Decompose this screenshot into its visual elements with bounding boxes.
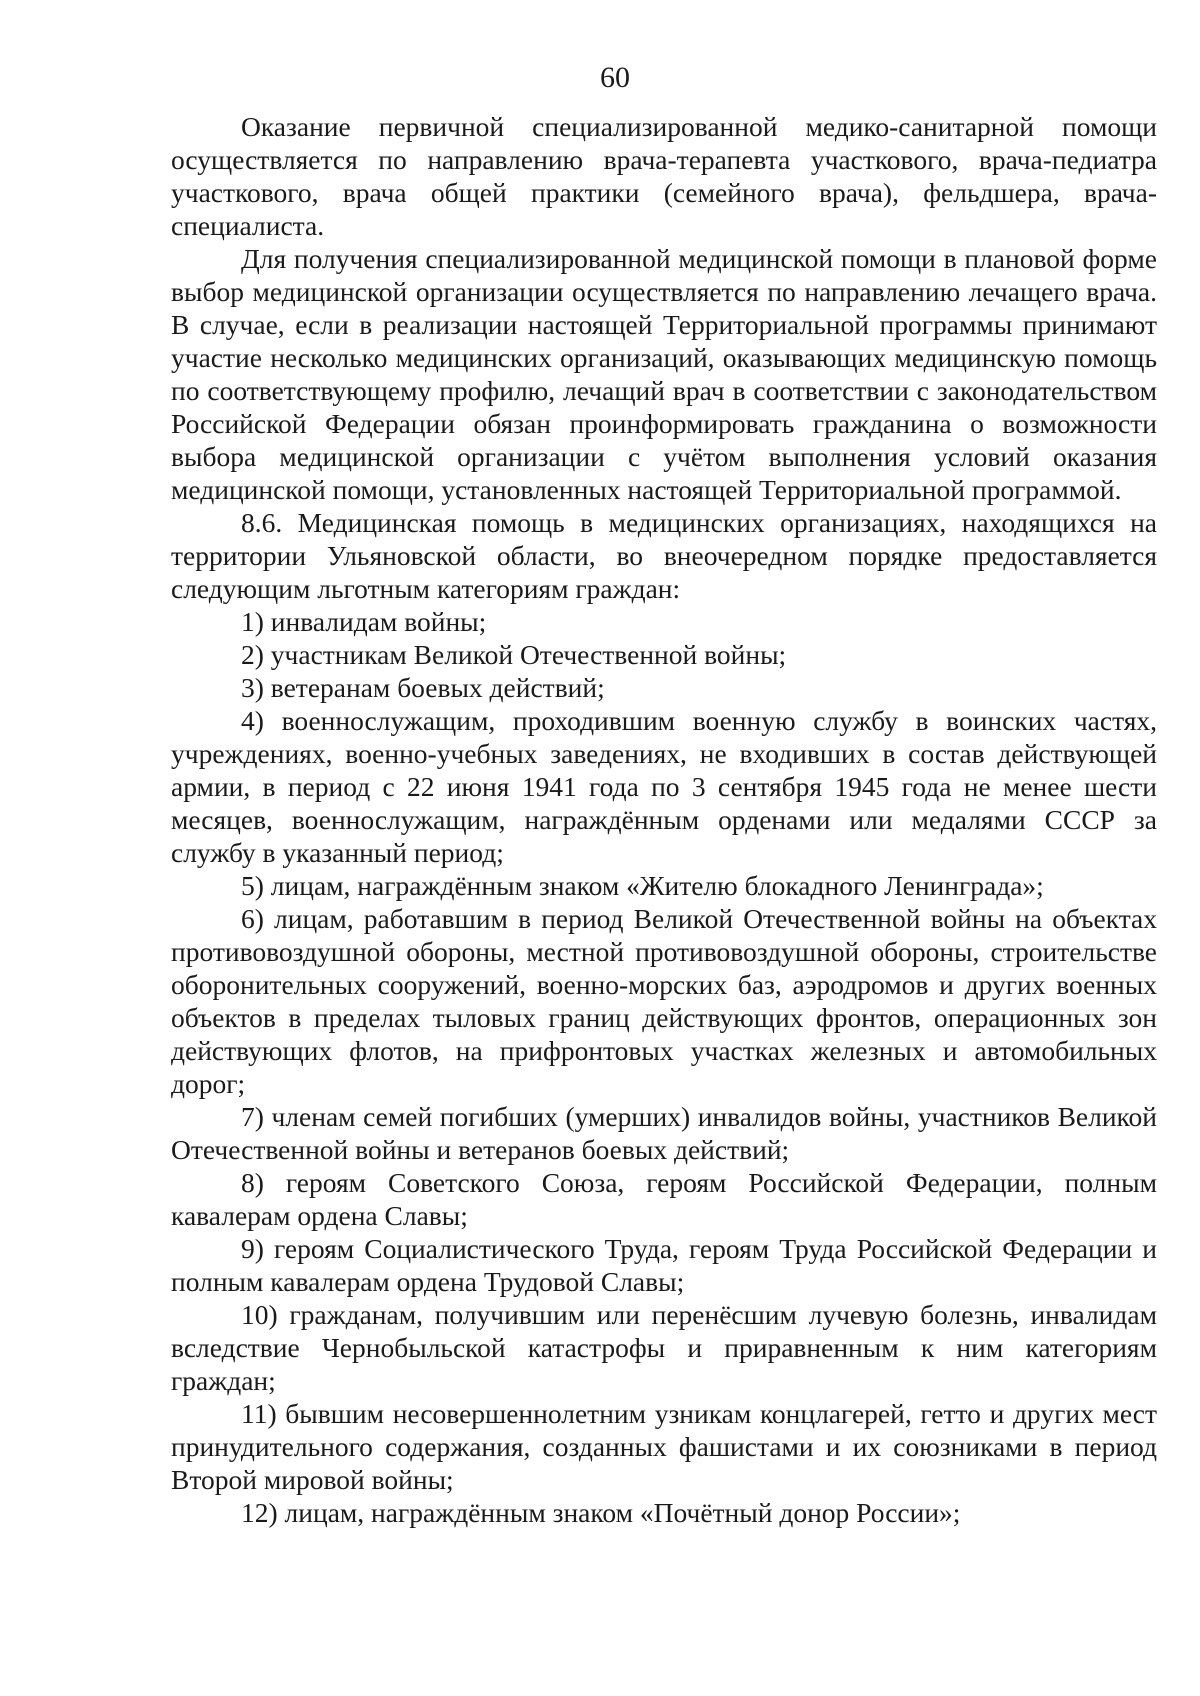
list-item: 12) лицам, награждённым знаком «Почётный донор России»; [241,1497,961,1528]
list-item: 7) членам семей погибших (умерших) инвалидов войны, участников Великой Отечественной войны и ветеранов боевых действий; [171,1101,1157,1165]
list-item: 8) героям Советского Союза, героям Российской Федерации, полным кавалерам ордена Славы; [171,1167,1157,1231]
list-item: 4) военнослужащим, проходившим военную службу в воинских частях, учреждениях, военно-учебных заведениях, не входивших в состав действующей армии, в период с 22 июня 1941 года по 3 сентября 1945 года не менее шести месяцев, военнослужащим, награждённым орденами или медалями СССР за службу в указанный период; [171,705,1157,868]
paragraph-specialized-care: Оказание первичной специализированной медико-санитарной помощи осуществляется по направлению врача-терапевта участкового, врача-педиатра участкового, врача общей практики (семейного врача), фельдшера, врача-специалиста. [171,111,1157,241]
paragraph-planned-care: Для получения специализированной медицинской помощи в плановой форме выбор медицинской организации осуществляется по направлению лечащего врача. В случае, если в реализации настоящей Территориальной программы принимают участие несколько медицинских организаций, оказывающих медицинскую помощь по соответствующему профилю, лечащий врач в соответствии с законодательством Российской Федерации обязан проинформировать гражданина о возможности выбора медицинской организации с учётом выполнения условий оказания медицинской помощи, установленных настоящей Территориальной программой. [171,243,1157,505]
page-number: 60 [600,61,630,94]
document-body [171,110,1157,1529]
list-item: 11) бывшим несовершеннолетним узникам концлагерей, гетто и других мест принудительного содержания, созданных фашистами и их союзниками в период Второй мировой войны; [171,1398,1157,1495]
list-item: 3) ветеранам боевых действий; [241,672,605,703]
list-item: 5) лицам, награждённым знаком «Жителю блокадного Ленинграда»; [241,870,1044,901]
list-item: 9) героям Социалистического Труда, героям Труда Российской Федерации и полным кавалерам ордена Трудовой Славы; [171,1233,1157,1297]
list-item: 6) лицам, работавшим в период Великой Отечественной войны на объектах противовоздушной обороны, местной противовоздушной обороны, строительстве оборонительных сооружений, военно-морских баз, аэродромов и других военных объектов в пределах тыловых границ действующих фронтов, операционных зон действующих флотов, на прифронтовых участках железных и автомобильных дорог; [171,903,1157,1099]
list-item: 1) инвалидам войны; [241,606,487,637]
list-item: 2) участникам Великой Отечественной войны; [241,639,787,670]
list-item: 10) гражданам, получившим или перенёсшим лучевую болезнь, инвалидам вследствие Чернобыльской катастрофы и приравненным к ним категориям граждан; [171,1299,1157,1396]
paragraph-section-8-6: 8.6. Медицинская помощь в медицинских организациях, находящихся на территории Ульяновской области, во внеочередном порядке предоставляется следующим льготным категориям граждан: [171,507,1157,604]
